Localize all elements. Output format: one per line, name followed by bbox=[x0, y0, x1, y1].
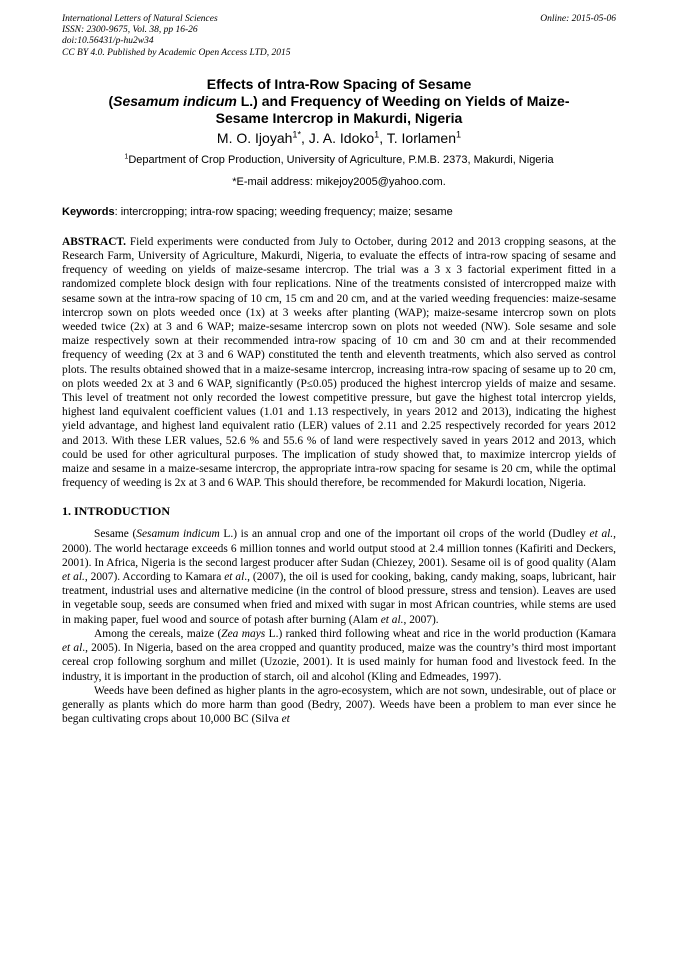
affiliation-marker: 1 bbox=[124, 152, 129, 161]
paper-title bbox=[62, 76, 616, 127]
italic-run: et bbox=[281, 713, 290, 726]
text-run: L.) is an annual crop and one of the important oil crops of the world (Dudley bbox=[219, 528, 590, 541]
italic-run: et al bbox=[62, 642, 83, 655]
italic-run: et al bbox=[224, 571, 245, 584]
journal-header bbox=[62, 14, 616, 59]
author-list bbox=[62, 130, 616, 147]
text-run: ., 2005). In Nigeria, based on the area cropped and quantity produced, maize was the country’s third most important cereal crop following sorghum and millet (Uzozie, 2001). It is used mainly for human food and livestock feed. In the industry, it is important in the production of starch, oil and alcohol (Kling and Edmeades, 1997). bbox=[62, 642, 616, 683]
text-run: Among the cereals, maize ( bbox=[94, 627, 222, 640]
italic-run: Sesamum indicum bbox=[136, 528, 220, 541]
author-1: M. O. Ijoyah bbox=[216, 129, 293, 146]
keywords bbox=[62, 206, 616, 219]
title-line-2-post: L.) and Frequency of Weeding on Yields of Maize- bbox=[236, 92, 570, 109]
text-run: Weeds have been defined as higher plants in the agro-ecosystem, which are not sown, undesirable, out of place or generally as plants which do more harm than good (Bedry, 2007). Weeds have been a problem to man ever since he began cultivating crops about 10,000 BC (Silva bbox=[62, 684, 616, 726]
author-separator: , bbox=[301, 129, 309, 146]
text-run: Sesame ( bbox=[94, 528, 137, 541]
text-run: , 2007). According to Kamara bbox=[84, 571, 225, 584]
author-3-affil: 1 bbox=[456, 129, 462, 140]
introduction-body bbox=[62, 527, 616, 726]
affiliation-text: Department of Crop Production, University of Agriculture, P.M.B. 2373, Makurdi, Nigeria bbox=[128, 153, 554, 166]
paragraph bbox=[62, 527, 616, 626]
paper-page bbox=[62, 14, 616, 726]
abstract-label: ABSTRACT. bbox=[62, 235, 127, 248]
author-2-affil: 1 bbox=[374, 129, 380, 140]
title-line-3: Sesame Intercrop in Makurdi, Nigeria bbox=[215, 109, 463, 126]
italic-run: Zea mays bbox=[221, 627, 266, 640]
doi-line: doi:10.56431/p-hu2w34 bbox=[62, 36, 154, 47]
text-run: , 2007). bbox=[403, 613, 439, 626]
license-line: CC BY 4.0. Published by Academic Open Access LTD, 2015 bbox=[62, 47, 291, 58]
italic-run: et al. bbox=[589, 528, 614, 541]
abstract-text: Field experiments were conducted from July to October, during 2012 and 2013 cropping seasons, at the Research Farm, University of Agriculture, Makurdi, Nigeria, to evaluate the effects of intra-row spacing of sesame and frequency of weeding on yields of maize-sesame intercrop. The trial was a 3 x 3 factorial experiment fitted in a randomized complete block design with four replications. Nine of the treatments consisted of intercropped maize with sesame sown at the intra-row spacing of 10 cm, 15 cm and 20 cm, and at the varied weeding frequencies: maize-sesame intercrop sown on plots weeded once (1x) at 3 weeks after planting (WAP); maize-sesame intercrop sown on plots weeded twice (2x) at 3 and 6 WAP; maize-sesame intercrop sown on plots not weeded (NW). Sole sesame and sole maize respectively sown at their recommended intra-row spacing of 10 cm and 30 cm and at their recommended frequency of weeding (2x at 3 and 6 WAP) constituted the tenth and eleventh treatments, which also served as control plots. The results obtained showed that in a maize-sesame intercrop, increasing intra-row spacing of sesame up to 20 cm, on plots weeded 2x at 3 and 6 WAP, significantly (P≤0.05) produced the highest intercrop yields of maize and sesame. This level of treatment not only recorded the lowest competitive pressure, but gave the highest total intercrop yields, highest land equivalent coefficient values (1.01 and 1.13 respectively, in years 2012 and 2013), indicating the highest yield advantage, and highest land equivalent ratio (LER) values of 2.11 and 2.25 respectively recorded for years 2012 and 2013. With these LER values, 52.6 % and 55.6 % of land were respectively saved in years 2012 and 2013, which could be used for other agricultural purposes. The implication of study showed that, to maximize intercrop yields of maize and sesame in a maize-sesame intercrop, the appropriate intra-row spacing for sesame is 20 cm, while the optimal frequency of weeding is 2x at 3 and 6 WAP. This should therefore, be recommended for Makurdi location, Nigeria. bbox=[62, 235, 616, 490]
author-separator: , bbox=[379, 129, 387, 146]
title-species: Sesamum indicum bbox=[113, 92, 237, 109]
author-3: T. Iorlamen bbox=[386, 129, 456, 146]
title-line-2-pre: ( bbox=[108, 92, 114, 109]
italic-run: et al. bbox=[380, 613, 404, 626]
title-line-1: Effects of Intra-Row Spacing of Sesame bbox=[206, 75, 472, 92]
text-run: L.) ranked third following wheat and rice in the world production (Kamara bbox=[265, 627, 617, 640]
author-2: J. A. Idoko bbox=[308, 129, 375, 146]
text-run: ., (2007), the oil is used for cooking, baking, candy making, soaps, lubricant, hair treatment, industrial uses and alternative medicine (in the control of blood pressure, stress and tension). Leaves are used in vegetable soup, seeds are consumed when fried and mixed with sugar in most African countries, while stems are used in making paper, fuel wood and source of potash after burning (Alam bbox=[62, 571, 616, 626]
paragraph bbox=[62, 627, 616, 684]
title-line-2 bbox=[62, 93, 616, 110]
issn-line: ISSN: 2300-9675, Vol. 38, pp 16-26 bbox=[62, 25, 198, 36]
section-heading-introduction: 1. INTRODUCTION bbox=[62, 504, 171, 519]
affiliation bbox=[62, 154, 616, 167]
paragraph bbox=[62, 684, 616, 727]
abstract bbox=[62, 235, 616, 491]
corresponding-email: *E-mail address: mikejoy2005@yahoo.com. bbox=[232, 175, 446, 188]
online-date: Online: 2015-05-06 bbox=[540, 14, 616, 24]
italic-run: et al. bbox=[62, 571, 85, 584]
author-1-affil: 1* bbox=[292, 129, 301, 140]
keywords-label: Keywords bbox=[62, 205, 115, 218]
text-run: , 2000). The world hectarage exceeds 6 million tonnes and world output stood at 2.4 million tonnes (Kafiriti and Deckers, 2001). In Africa, Nigeria is the second largest producer after Sudan (Chiezey, 2001). Sesame oil is of good quality (Alam bbox=[62, 528, 617, 569]
journal-name: International Letters of Natural Sciences bbox=[62, 14, 218, 24]
keywords-text: : intercropping; intra-row spacing; weeding frequency; maize; sesame bbox=[114, 205, 453, 218]
